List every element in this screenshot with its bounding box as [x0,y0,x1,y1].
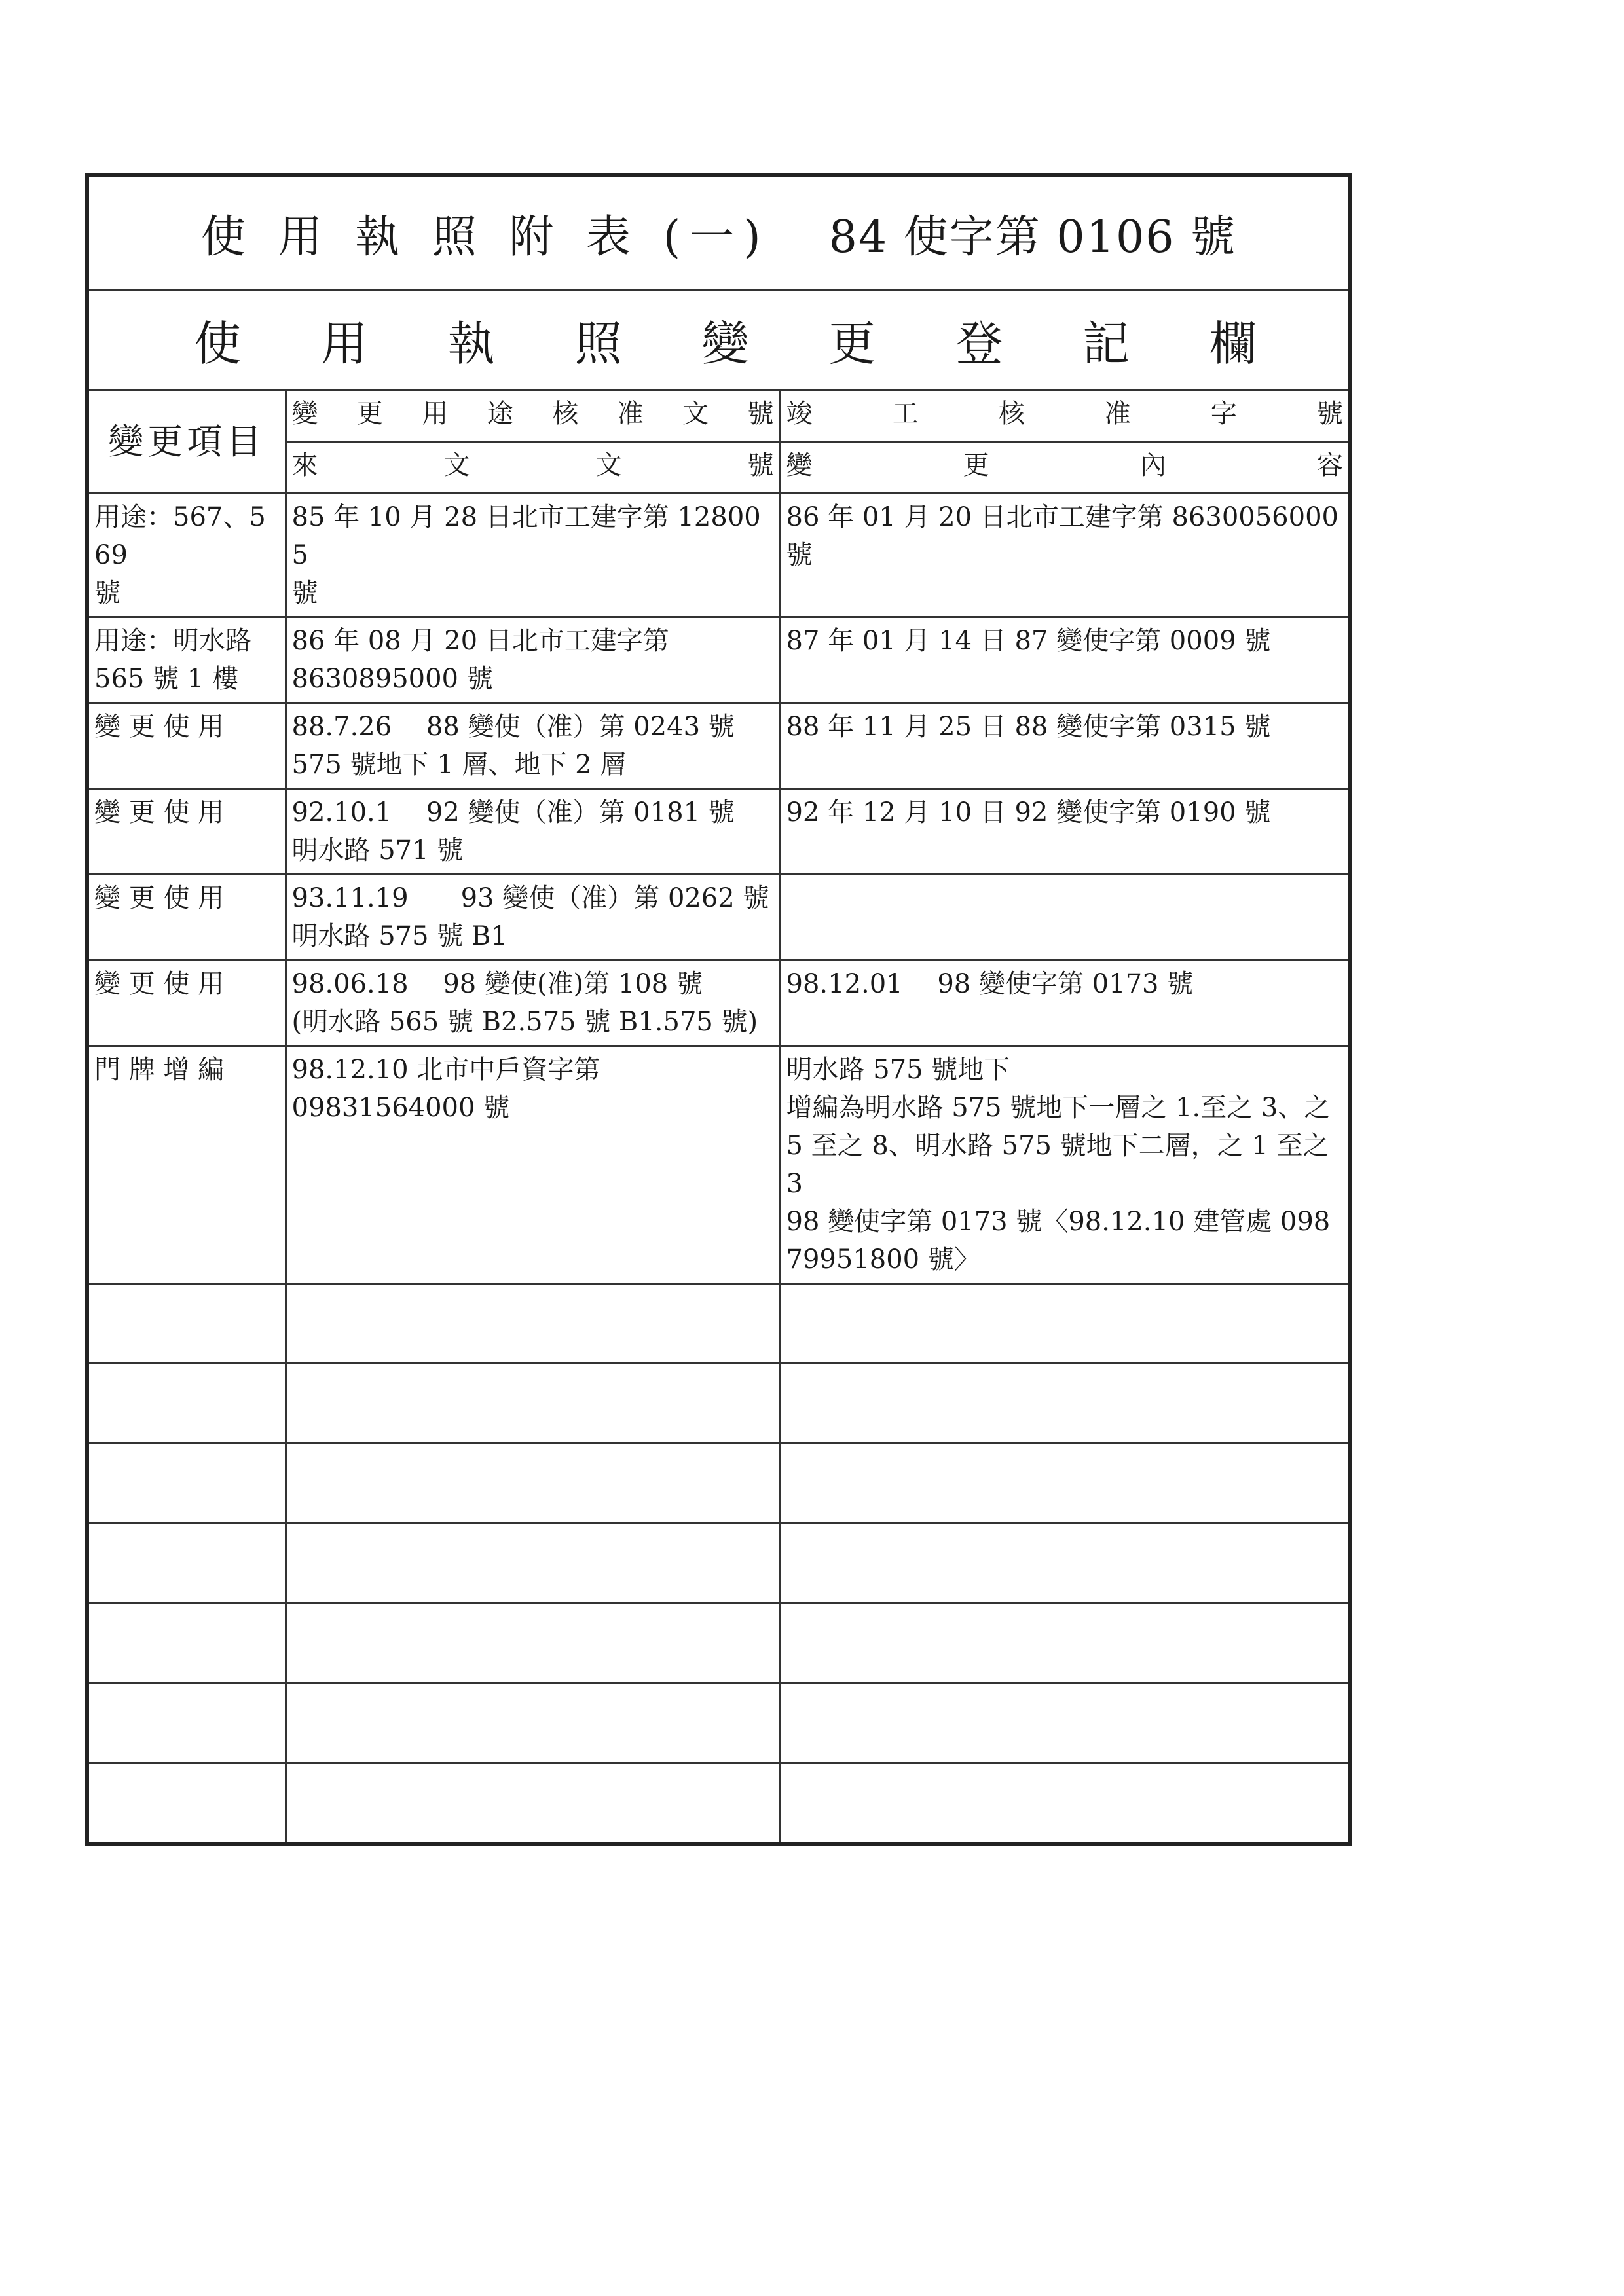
table-row [89,875,1348,960]
table-row [89,960,1348,1046]
title-text: 使 用 執 照 附 表 (一) [200,211,770,263]
subtitle-char: 使 [194,316,242,371]
change-item: 門 牌 增 編 [89,1046,286,1284]
completion-doc: 92 年 12 月 10 日 92 變使字第 0190 號 [780,789,1348,875]
approval-doc: 92.10.1 92 變使（准）第 0181 號 明水路 571 號 [286,789,780,875]
table-row [89,1046,1348,1284]
change-item: 變 更 使 用 [89,875,286,960]
section-subtitle [89,291,1348,391]
subtitle-char: 變 [701,316,749,371]
approval-doc: 98.12.10 北市中戶資字第 09831564000 號 [286,1046,780,1284]
change-item: 變 更 使 用 [89,789,286,875]
change-item: 用途：明水路 565 號 1 樓 [89,617,286,703]
subtitle-char: 登 [955,316,1003,371]
change-content-header: 變 更 內 容 [780,442,1348,494]
empty-row [89,1284,1348,1364]
approval-doc: 93.11.19 93 變使（准）第 0262 號 明水路 575 號 B1 [286,875,780,960]
change-item: 用途：567、569 號 [89,494,286,617]
empty-row [89,1683,1348,1763]
empty-row [89,1763,1348,1842]
subtitle-char: 記 [1082,316,1130,371]
source-doc-header: 來 文 文 號 [286,442,780,494]
table-row [89,494,1348,617]
permit-annex-sheet [85,173,1352,1846]
completion-doc: 明水路 575 號地下 增編為明水路 575 號地下一層之 1.至之 3、之 5 至之 8、明水路 575 號地下二層，之 1 至之 3 98 變使字第 0173 號〈98.12.10 建管處 09879951800 號〉 [780,1046,1348,1284]
completion-column-header: 竣 工 核 准 字 號 [780,391,1348,442]
completion-doc: 86 年 01 月 20 日北市工建字第 8630056000 號 [780,494,1348,617]
permit-number: 84 使字第 0106 號 [828,211,1237,263]
subtitle-char: 用 [320,316,368,371]
change-register-table [89,391,1348,1842]
table-row [89,617,1348,703]
subtitle-char: 欄 [1209,316,1257,371]
subtitle-char: 更 [828,316,876,371]
document-title [89,177,1348,291]
approval-doc: 86 年 08 月 20 日北市工建字第 8630895000 號 [286,617,780,703]
empty-row [89,1603,1348,1683]
table-row [89,789,1348,875]
subtitle-char: 執 [447,316,495,371]
approval-column-header: 變 更 用 途 核 准 文 號 [286,391,780,442]
approval-doc: 98.06.18 98 變使(准)第 108 號 (明水路 565 號 B2.575 號 B1.575 號) [286,960,780,1046]
completion-doc [780,875,1348,960]
approval-doc: 85 年 10 月 28 日北市工建字第 128005 號 [286,494,780,617]
item-column-header: 變更項目 [89,391,286,494]
completion-doc: 98.12.01 98 變使字第 0173 號 [780,960,1348,1046]
approval-doc: 88.7.26 88 變使（准）第 0243 號 575 號地下 1 層、地下 2 層 [286,703,780,789]
table-header-row [89,391,1348,442]
completion-doc: 87 年 01 月 14 日 87 變使字第 0009 號 [780,617,1348,703]
empty-row [89,1364,1348,1444]
table-row [89,703,1348,789]
empty-row [89,1523,1348,1603]
empty-row [89,1444,1348,1523]
subtitle-char: 照 [574,316,622,371]
change-item: 變 更 使 用 [89,703,286,789]
change-item: 變 更 使 用 [89,960,286,1046]
completion-doc: 88 年 11 月 25 日 88 變使字第 0315 號 [780,703,1348,789]
